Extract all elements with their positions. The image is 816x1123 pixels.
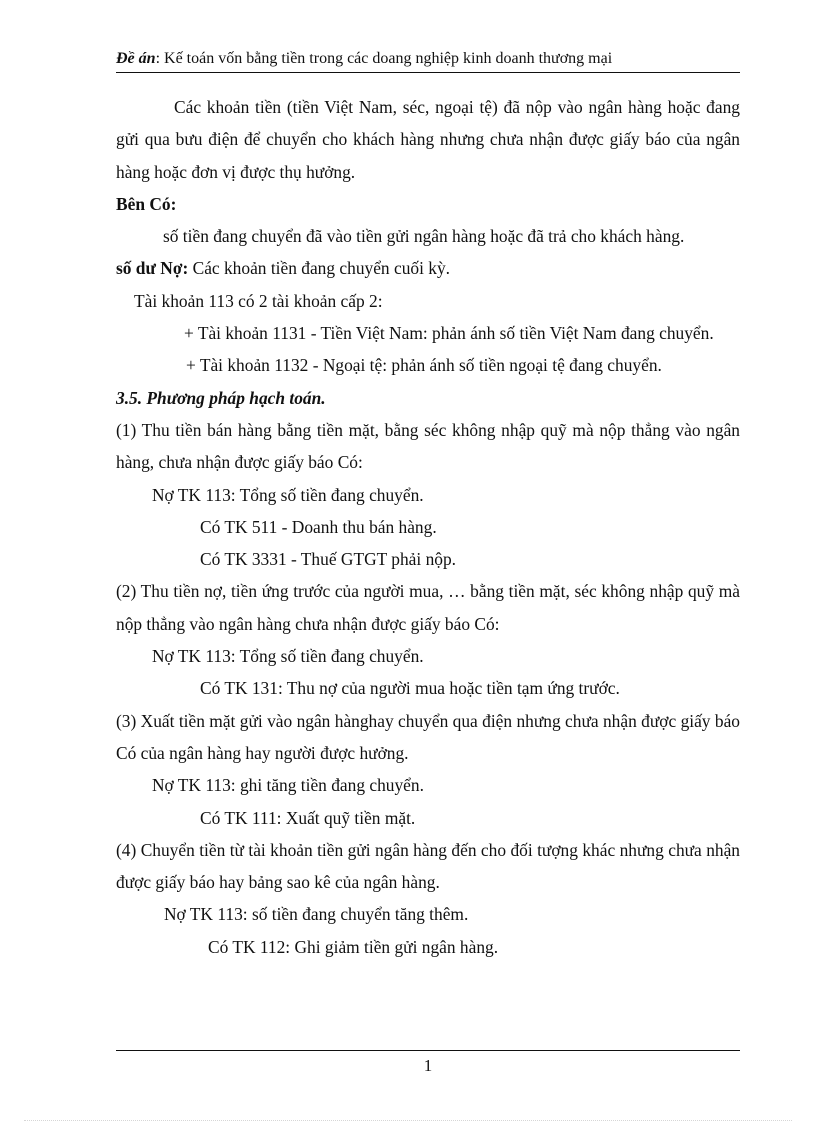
ben-co-heading: Bên Có: [116,193,177,214]
so-du-paragraph [116,252,740,284]
section-heading: 3.5. Phương pháp hạch toán. [116,387,326,408]
tk113-intro: Tài khoản 113 có 2 tài khoản cấp 2: [134,290,383,311]
page-edge [24,1120,792,1121]
case-4-debit: Nợ TK 113: số tiền đang chuyển tăng thêm. [164,904,469,925]
case-2-debit: Nợ TK 113: Tổng số tiền đang chuyển. [152,646,424,667]
document-body [116,91,740,963]
case-3-credit: Có TK 111: Xuất quỹ tiền mặt. [200,807,416,828]
page-header [116,48,740,70]
paragraph-intro: Các khoản tiền (tiền Việt Nam, séc, ngoại tệ) đã nộp vào ngân hàng hoặc đang gửi qua bưu điện để chuyển cho khách hàng nhưng chưa nhận được giấy báo của ngân hàng hoặc đơn vị được thụ hưởng. [116,97,740,182]
case-4-description: (4) Chuyển tiền từ tài khoản tiền gửi ngân hàng đến cho đối tượng khác nhưng chưa nhận được giấy báo hay bảng sao kê của ngân hàng. [116,839,740,893]
case-1-credit-3331: Có TK 3331 - Thuế GTGT phải nộp. [200,549,457,570]
so-du-label: số dư Nợ: [116,258,189,279]
case-2-credit: Có TK 131: Thu nợ của người mua hoặc tiền tạm ứng trước. [200,678,620,699]
case-3-debit: Nợ TK 113: ghi tăng tiền đang chuyển. [152,775,424,796]
case-1-description: (1) Thu tiền bán hàng bằng tiền mặt, bằng séc không nhập quỹ mà nộp thẳng vào ngân hàng, chưa nhận được giấy báo Có: [116,419,740,473]
case-2-description: (2) Thu tiền nợ, tiền ứng trước của người mua, … bằng tiền mặt, séc không nhập quỹ mà nộp thẳng vào ngân hàng chưa nhận được giấy báo Có: [116,581,740,634]
header-rule [116,72,740,73]
case-1-credit-511: Có TK 511 - Doanh thu bán hàng. [200,516,437,537]
footer-rule [116,1050,740,1051]
ben-co-text: số tiền đang chuyển đã vào tiền gửi ngân hàng hoặc đã trả cho khách hàng. [163,226,685,247]
so-du-text: Các khoản tiền đang chuyển cuối kỳ. [188,258,451,279]
case-1-debit: Nợ TK 113: Tổng số tiền đang chuyển. [152,484,424,505]
header-title: : Kế toán vốn bằng tiền trong các doang nghiệp kinh doanh thương mại [155,50,613,67]
header-label: Đề án [116,50,156,67]
case-4-credit: Có TK 112: Ghi giảm tiền gửi ngân hàng. [208,936,499,957]
tk1131-line: + Tài khoản 1131 - Tiền Việt Nam: phản ánh số tiền Việt Nam đang chuyển. [184,323,714,344]
tk1132-line: + Tài khoản 1132 - Ngoại tệ: phản ánh số tiền ngoại tệ đang chuyển. [186,355,662,376]
page-number: 1 [423,1056,433,1075]
case-3-description: (3) Xuất tiền mặt gửi vào ngân hànghay chuyển qua điện nhưng chưa nhận được giấy báo Có của ngân hàng hay người được hưởng. [116,710,740,763]
